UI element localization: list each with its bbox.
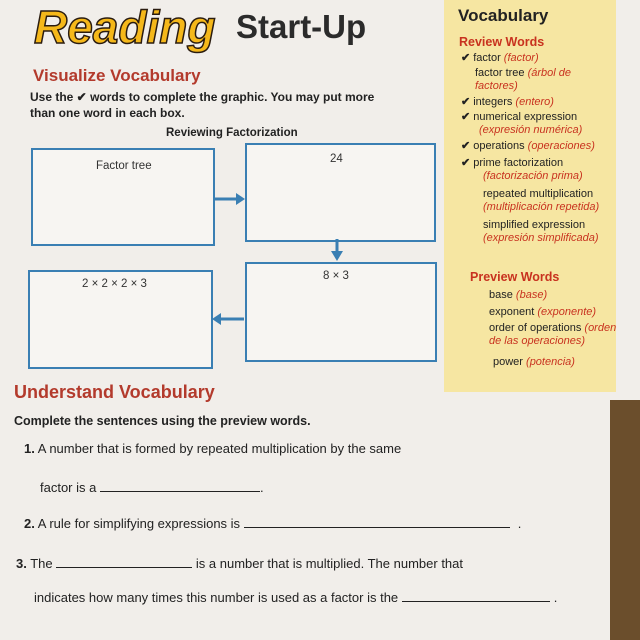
graphic-box-bottom-left[interactable]	[28, 270, 213, 369]
visualize-vocabulary-heading: Visualize Vocabulary	[33, 66, 201, 85]
checkmark-icon: ✔	[461, 52, 471, 64]
question-3-line-2: indicates how many times this number is used as a factor is the .	[34, 590, 558, 605]
arrow-right-icon	[212, 191, 246, 207]
box-label-factor-tree: Factor tree	[96, 160, 152, 172]
box-label-24: 24	[330, 153, 343, 165]
review-word-prime-factorization: ✔ prime factorization (factorización prima)	[461, 157, 583, 182]
answer-blank-3b[interactable]	[402, 591, 550, 602]
preview-words-heading: Preview Words	[470, 270, 560, 284]
understand-instruction: Complete the sentences using the preview words.	[14, 414, 311, 428]
review-word-repeated-multiplication: repeated multiplication (multiplicación repetida)	[483, 188, 600, 213]
question-3-line-1: 3. The is a number that is multiplied. The number that	[16, 556, 464, 571]
review-words-heading: Review Words	[459, 35, 545, 49]
review-word-factor: ✔ factor (factor)	[461, 52, 539, 64]
question-2: 2. A rule for simplifying expressions is .	[24, 516, 522, 531]
checkmark-icon: ✔	[461, 157, 471, 169]
answer-blank-3a[interactable]	[56, 557, 192, 568]
title-start-up: Start-Up	[236, 8, 367, 45]
graphic-box-bottom-right[interactable]	[245, 262, 437, 362]
graphic-title: Reviewing Factorization	[166, 127, 298, 139]
table-surface	[610, 400, 640, 640]
checkmark-icon: ✔	[461, 140, 471, 152]
review-word-numerical-expression: ✔ numerical expression (expresión numérica)	[461, 111, 583, 136]
question-1-line-2: factor is a .	[40, 480, 264, 495]
preview-word-power: power (potencia)	[493, 356, 575, 368]
graphic-box-top-right[interactable]	[245, 143, 436, 242]
checkmark-icon: ✔	[461, 111, 471, 123]
answer-blank-1[interactable]	[100, 481, 260, 492]
review-word-factor-tree: factor tree (árbol de factores)	[475, 67, 572, 92]
box-label-8x3: 8 × 3	[323, 270, 349, 282]
preview-word-exponent: exponent (exponente)	[489, 306, 597, 318]
arrow-left-icon	[211, 311, 245, 327]
preview-word-order-of-operations: order of operations (orden de las operaciones)	[489, 322, 617, 347]
answer-blank-2[interactable]	[244, 517, 510, 528]
question-1-line-1: 1. A number that is formed by repeated multiplication by the same	[24, 441, 402, 456]
vocabulary-heading: Vocabulary	[458, 6, 549, 25]
review-word-integers: ✔ integers (entero)	[461, 96, 554, 108]
review-word-operations: ✔ operations (operaciones)	[461, 140, 595, 152]
checkmark-icon: ✔	[461, 96, 471, 108]
review-word-simplified-expression: simplified expression (expresión simplificada)	[483, 219, 599, 244]
instruction-line-1: Use the ✔ words to complete the graphic. You may put more	[30, 90, 375, 104]
arrow-down-icon	[329, 238, 345, 262]
instruction-line-2: than one word in each box.	[30, 106, 185, 120]
box-label-prime-product: 2 × 2 × 2 × 3	[82, 278, 147, 290]
graphic-box-top-left[interactable]	[31, 148, 215, 246]
title-reading: Reading	[34, 1, 216, 53]
preview-word-base: base (base)	[489, 289, 548, 301]
understand-vocabulary-heading: Understand Vocabulary	[14, 382, 215, 402]
